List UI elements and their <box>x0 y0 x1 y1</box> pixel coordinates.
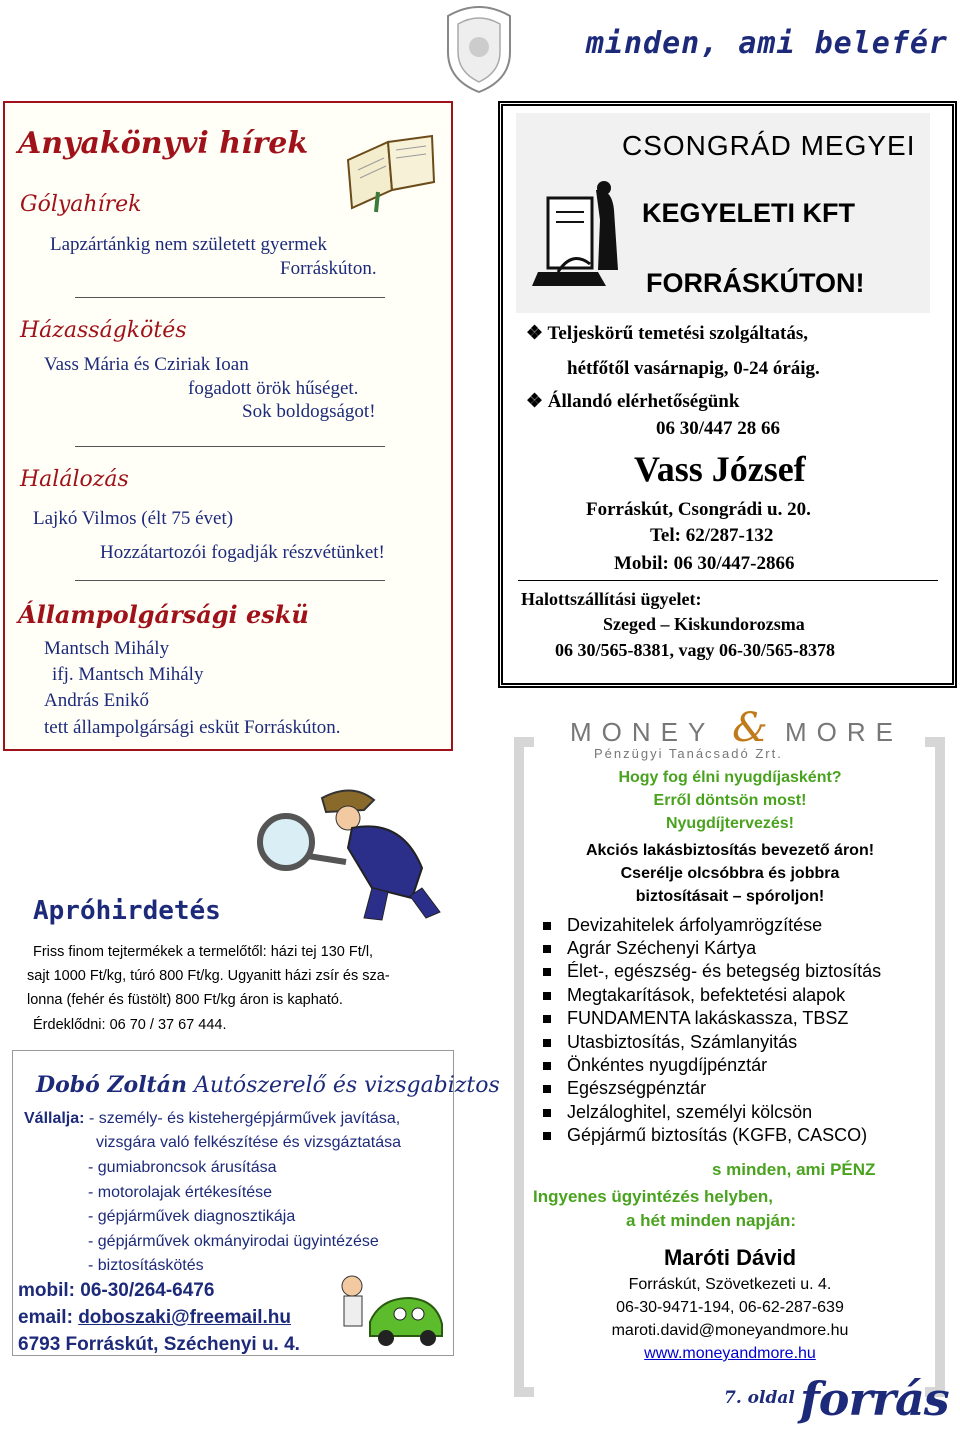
money-q3: Nyugdíjtervezés! <box>665 815 795 832</box>
apro-line-1: Friss finom tejtermékek a termelőtől: házi tej 130 Ft/l, <box>33 944 374 960</box>
money-offer-2: Cserélje olcsóbbra és jobbra <box>620 865 840 882</box>
dobo-item: - gépjárművek okmányirodai ügyintézése <box>88 1233 379 1250</box>
service-item <box>543 1078 706 1099</box>
anyakonyvi-title: Anyakönyvi hírek <box>18 126 309 161</box>
hazassag-line-3: Sok boldogságot! <box>242 401 376 422</box>
tagline: minden, ami belefér <box>585 26 948 61</box>
service-item-label: Utasbiztosítás, Számlanyitás <box>567 1032 798 1052</box>
dobo-email-row <box>18 1307 291 1329</box>
contact-phones: 06-30-9471-194, 06-62-287-639 <box>616 1299 844 1316</box>
square-bullet-icon <box>543 922 551 930</box>
money-offer-3: biztosításait – spóroljon! <box>635 888 825 905</box>
vallalja-label: Vállalja: <box>24 1110 85 1127</box>
email-link[interactable]: doboszaki@freemail.hu <box>78 1307 291 1328</box>
dobo-item: - személy- és kistehergépjárművek javítása, <box>88 1110 401 1127</box>
ugyelet-title: Halottszállítási ügyelet: <box>521 589 702 609</box>
kegyeleti-name: Vass József <box>634 449 806 489</box>
divider <box>518 580 938 581</box>
diamond-bullet-icon: ❖ <box>526 391 544 412</box>
eskü-line-4: tett állampolgársági esküt Forráskúton. <box>44 717 341 738</box>
ugyelet-places: Szeged – Kiskundorozsma <box>603 614 805 634</box>
contact-address: Forráskút, Szövetkezeti u. 4. <box>628 1276 832 1293</box>
kegyeleti-title-3: FORRÁSKÚTON! <box>646 268 865 298</box>
service-item-label: FUNDAMENTA lakáskassza, TBSZ <box>567 1008 849 1028</box>
detective-magnifier-icon <box>252 778 442 928</box>
eskü-title: Állampolgársági eskü <box>18 600 309 629</box>
eskü-line-1: Mantsch Mihály <box>44 638 170 659</box>
service-item-label: Jelzáloghitel, személyi kölcsön <box>567 1102 813 1122</box>
left-bracket <box>514 737 534 1397</box>
service-item <box>543 915 822 936</box>
service-item <box>543 985 845 1006</box>
service-item <box>543 1055 767 1076</box>
divider <box>75 446 385 447</box>
service-item <box>543 1125 867 1146</box>
dobo-address: 6793 Forráskút, Széchenyi u. 4. <box>18 1334 300 1355</box>
money-q1: Hogy fog élni nyugdíjasként? <box>618 769 842 786</box>
dobo-item: - gumiabroncsok árusítása <box>88 1159 277 1176</box>
dobo-heading <box>36 1072 500 1098</box>
square-bullet-icon <box>543 1039 551 1047</box>
kegyeleti-bullet-2 <box>526 390 739 413</box>
apro-line-2: sajt 1000 Ft/kg, túró 800 Ft/kg. Ugyanitt házi zsír és sza- <box>27 968 390 984</box>
eskü-line-3: András Enikő <box>44 690 150 711</box>
dobo-title: Autószerelő és vizsgabiztos <box>193 1073 500 1098</box>
square-bullet-icon <box>543 1015 551 1023</box>
contact-email: maroti.david@moneyandmore.hu <box>611 1322 849 1339</box>
square-bullet-icon <box>543 992 551 1000</box>
forras-logo: forrás <box>800 1372 949 1426</box>
service-item-label: Megtakarítások, befektetési alapok <box>567 985 846 1005</box>
dobo-name: Dobó Zoltán <box>36 1072 187 1098</box>
divider <box>75 580 385 581</box>
service-item <box>543 1008 848 1029</box>
apro-line-3: lonna (fehér és füstölt) 800 Ft/kg áron is kapható. <box>27 992 343 1008</box>
square-bullet-icon <box>543 945 551 953</box>
halalozas-line-1: Lajkó Vilmos (élt 75 évet) <box>33 508 234 529</box>
golyahirek-title: Gólyahírek <box>20 192 142 217</box>
service-item <box>543 1032 797 1053</box>
service-item-label: Agrár Széchenyi Kártya <box>567 938 757 958</box>
contact-web-row <box>540 1345 920 1363</box>
square-bullet-icon <box>543 1109 551 1117</box>
money-free-2: a hét minden napján: <box>626 1211 797 1230</box>
grieving-figure-icon <box>528 180 628 292</box>
service-item-label: Gépjármű biztosítás (KGFB, CASCO) <box>567 1125 868 1145</box>
page-number: 7. oldal <box>724 1388 795 1408</box>
eskü-line-2: ifj. Mantsch Mihály <box>52 664 204 685</box>
open-book-icon <box>340 120 440 215</box>
kegyeleti-title-1: CSONGRÁD MEGYEI <box>622 130 916 161</box>
money-q2: Erről döntsön most! <box>653 792 807 809</box>
dobo-item: - motorolajak értékesítése <box>88 1184 273 1201</box>
square-bullet-icon <box>543 968 551 976</box>
kegyeleti-address: Forráskút, Csongrádi u. 20. <box>586 499 811 520</box>
kegyeleti-bullet-2-text: Állandó elérhetőségünk <box>547 391 740 412</box>
dobo-mobil: mobil: 06-30/264-6476 <box>18 1280 215 1301</box>
diamond-bullet-icon: ❖ <box>526 323 544 344</box>
apro-line-4: Érdeklődni: 06 70 / 37 67 444. <box>33 1017 227 1033</box>
aprohirdetes-title: Apróhirdetés <box>33 896 221 926</box>
dobo-item: vizsgára való felkészítése és vizsgáztatása <box>96 1134 402 1151</box>
coat-of-arms-icon <box>438 2 520 94</box>
divider <box>75 297 385 298</box>
website-link[interactable]: www.moneyandmore.hu <box>644 1345 816 1362</box>
service-item-label: Élet-, egészség- és betegség biztosítás <box>567 961 882 981</box>
halalozas-title: Halálozás <box>20 467 129 492</box>
service-item <box>543 938 756 959</box>
service-item <box>543 961 881 982</box>
service-item <box>543 1102 812 1123</box>
square-bullet-icon <box>543 1132 551 1140</box>
kegyeleti-mobil: Mobil: 06 30/447-2866 <box>614 553 795 574</box>
golyahirek-line-2: Forráskúton. <box>280 258 377 279</box>
square-bullet-icon <box>543 1062 551 1070</box>
logo-right: MORE <box>784 717 903 747</box>
email-label: email: <box>18 1307 73 1328</box>
logo-amp: & <box>732 705 768 751</box>
money-slogan: s minden, ami PÉNZ <box>712 1160 876 1179</box>
contact-name: Maróti Dávid <box>663 1245 797 1270</box>
hazassag-line-1: Vass Mária és Cziriak Ioan <box>44 354 249 375</box>
square-bullet-icon <box>543 1085 551 1093</box>
ugyelet-phones: 06 30/565-8381, vagy 06-30/565-8378 <box>555 640 835 660</box>
dobo-item: - gépjárművek diagnosztikája <box>88 1208 296 1225</box>
kegyeleti-bullet-1-text: Teljeskörű temetési szolgáltatás, <box>547 323 808 344</box>
hazassag-title: Házasságkötés <box>20 318 187 343</box>
halalozas-line-2: Hozzátartozói fogadják részvétünket! <box>100 542 385 563</box>
logo-left: MONEY <box>570 717 715 747</box>
hazassag-line-2: fogadott örök hűséget. <box>188 378 359 399</box>
kegyeleti-tel: Tel: 62/287-132 <box>650 525 774 546</box>
golyahirek-line-1: Lapzártánkig nem született gyermek <box>50 234 327 255</box>
right-bracket <box>925 737 945 1397</box>
kegyeleti-phone: 06 30/447 28 66 <box>656 418 781 439</box>
mechanic-car-icon <box>330 1272 450 1352</box>
service-item-label: Egészségpénztár <box>567 1078 707 1098</box>
money-offer-1: Akciós lakásbiztosítás bevezető áron! <box>585 842 875 859</box>
kegyeleti-title-2: KEGYELETI KFT <box>642 198 856 228</box>
money-free-1: Ingyenes ügyintézés helyben, <box>533 1187 773 1206</box>
service-item-label: Devizahitelek árfolyamrögzítése <box>567 915 823 935</box>
dobo-line-1 <box>24 1110 400 1128</box>
kegyeleti-bullet-1 <box>526 322 808 345</box>
dobo-item: - biztosításkötés <box>88 1257 204 1274</box>
service-item-label: Önkéntes nyugdíjpénztár <box>567 1055 768 1075</box>
logo-sub: Pénzügyi Tanácsadó Zrt. <box>594 746 783 761</box>
kegyeleti-bullet-1-line-2: hétfőtől vasárnapig, 0-24 óráig. <box>567 358 820 379</box>
money-logo <box>570 705 903 751</box>
